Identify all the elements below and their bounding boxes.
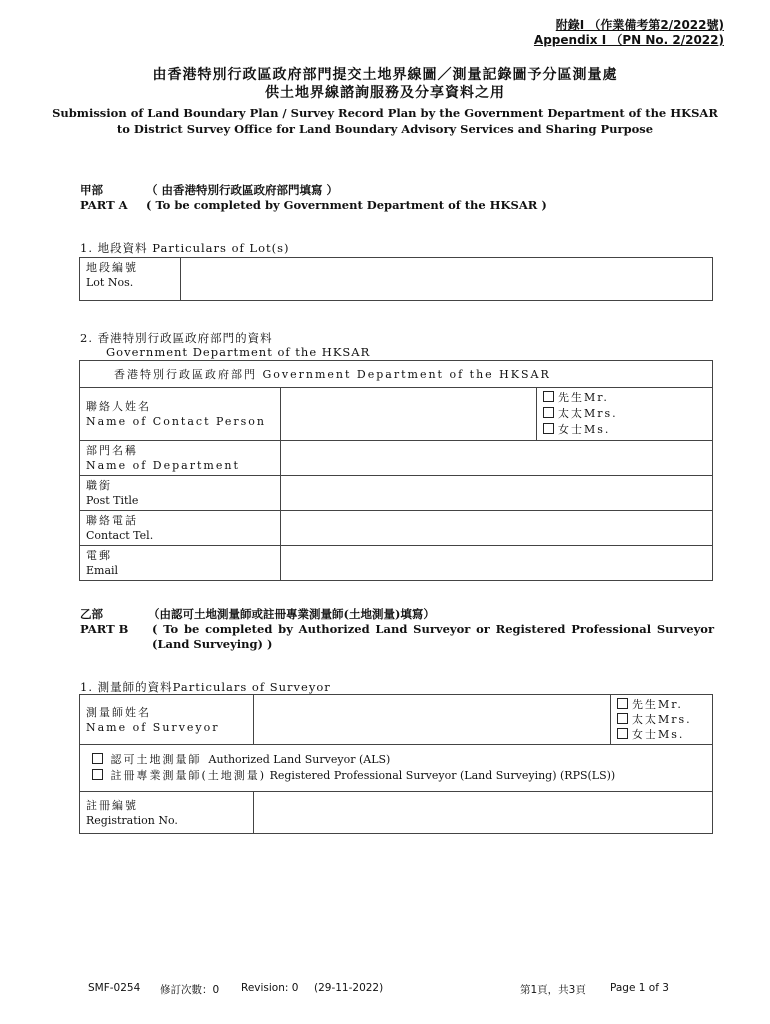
checkbox-icon[interactable]	[543, 423, 554, 434]
title-zh-line2: 供土地界線諮詢服務及分享資料之用	[265, 85, 505, 101]
surveyor-section-heading: 1. 測量師的資料Particulars of Surveyor	[80, 680, 331, 694]
footer-revision-zh: 修訂次數：0	[160, 984, 220, 996]
contact-label-cell	[80, 388, 281, 441]
tel-label-en: Contact Tel.	[86, 529, 154, 542]
rps-option[interactable]: 註冊專業測量師(土地測量) Registered Professional Surveyor (Land Surveying) (RPS(LS))	[92, 768, 706, 784]
registration-no-input[interactable]	[254, 792, 713, 834]
email-label-zh: 電郵	[86, 549, 112, 562]
surveyor-title-options	[611, 695, 713, 745]
surveyor-ms-option[interactable]: 女士Ms.	[617, 727, 706, 742]
lot-nos-input[interactable]	[181, 258, 713, 301]
email-label-en: Email	[86, 564, 119, 577]
checkbox-icon[interactable]	[92, 769, 103, 780]
part-a-label-en: PART A	[80, 198, 128, 212]
part-a-note-zh: （ 由香港特別行政區政府部門填寫 ）	[146, 183, 339, 197]
part-a-note-en: ( To be completed by Government Department of the HKSAR )	[146, 198, 547, 212]
reg-label-zh: 註冊編號	[86, 798, 138, 812]
appendix-label	[534, 18, 724, 48]
footer-page-zh: 第1頁，共3頁	[520, 984, 586, 996]
post-title-input[interactable]	[281, 476, 713, 511]
footer-revision-en: Revision: 0	[241, 982, 299, 994]
contact-tel-input[interactable]	[281, 511, 713, 546]
post-label-cell	[80, 476, 281, 511]
dept-label-en: Name of Department	[86, 459, 240, 472]
post-label-zh: 職銜	[86, 479, 112, 492]
dept-name-input[interactable]	[281, 441, 713, 476]
title-en-line2: to District Survey Office for Land Boundary Advisory Services and Sharing Purpose	[116, 122, 654, 136]
surveyor-type-cell	[80, 745, 713, 792]
email-label-cell	[80, 546, 281, 581]
part-b-label-zh: 乙部	[80, 607, 103, 621]
surveyor-name-label-zh: 測量師姓名	[86, 705, 151, 719]
appendix-zh: 附錄I （作業備考第2/2022號)	[555, 18, 724, 32]
contact-mr-option[interactable]: 先生Mr.	[543, 390, 706, 406]
gov-dept-table-header: 香港特別行政區政府部門 Government Department of the HKSAR	[80, 361, 713, 388]
surveyor-name-label-cell	[80, 695, 254, 745]
lot-label-zh: 地段編號	[86, 261, 138, 274]
surveyor-name-input[interactable]	[254, 695, 611, 745]
gov-dept-section-heading-en: Government Department of the HKSAR	[106, 345, 371, 359]
tel-label-zh: 聯絡電話	[86, 514, 138, 527]
footer-form-no: SMF-0254	[88, 982, 141, 994]
title-en-line1: Submission of Land Boundary Plan / Survey Record Plan by the Government Department of the HKSAR	[52, 106, 718, 120]
lot-table	[79, 257, 713, 301]
email-input[interactable]	[281, 546, 713, 581]
contact-title-options	[537, 388, 713, 441]
surveyor-mrs-option[interactable]: 太太Mrs.	[617, 712, 706, 727]
part-b-note-zh: （由認可土地測量師或註冊專業測量師(土地測量)填寫）	[148, 607, 435, 621]
gov-dept-table	[79, 360, 713, 581]
lot-label-en: Lot Nos.	[86, 276, 134, 289]
checkbox-icon[interactable]	[543, 391, 554, 402]
surveyor-mr-option[interactable]: 先生Mr.	[617, 697, 706, 712]
contact-ms-option[interactable]: 女士Ms.	[543, 422, 706, 438]
part-b-note-en: ( To be completed by Authorized Land Surveyor or Registered Professional Surveyor (Land Surveying) )	[152, 622, 714, 651]
checkbox-icon[interactable]	[617, 713, 628, 724]
gov-dept-section-heading-zh: 2. 香港特別行政區政府部門的資料	[80, 331, 273, 345]
contact-label-en: Name of Contact Person	[86, 415, 267, 428]
lot-section-heading: 1. 地段資料 Particulars of Lot(s)	[80, 241, 290, 255]
reg-label-en: Registration No.	[86, 813, 178, 827]
part-a-label-zh: 甲部	[80, 183, 103, 197]
title-zh-line1: 由香港特別行政區政府部門提交土地界線圖／測量記錄圖予分區測量處	[152, 67, 618, 83]
checkbox-icon[interactable]	[543, 407, 554, 418]
contact-name-input[interactable]	[281, 388, 537, 441]
appendix-en: Appendix I （PN No. 2/2022)	[533, 33, 724, 47]
contact-label-zh: 聯絡人姓名	[86, 400, 151, 413]
contact-mrs-option[interactable]: 太太Mrs.	[543, 406, 706, 422]
surveyor-name-label-en: Name of Surveyor	[86, 720, 220, 734]
checkbox-icon[interactable]	[617, 698, 628, 709]
tel-label-cell	[80, 511, 281, 546]
reg-label-cell	[80, 792, 254, 834]
footer-date: (29-11-2022)	[314, 982, 384, 994]
part-b-label-en: PART B	[80, 622, 129, 636]
dept-label-cell	[80, 441, 281, 476]
surveyor-table	[79, 694, 713, 834]
footer-page-en: Page 1 of 3	[610, 982, 669, 994]
lot-label-cell	[80, 258, 181, 301]
post-label-en: Post Title	[86, 494, 139, 507]
dept-label-zh: 部門名稱	[86, 444, 138, 457]
checkbox-icon[interactable]	[92, 753, 103, 764]
als-option[interactable]: 認可土地測量師 Authorized Land Surveyor (ALS)	[92, 752, 706, 768]
checkbox-icon[interactable]	[617, 728, 628, 739]
